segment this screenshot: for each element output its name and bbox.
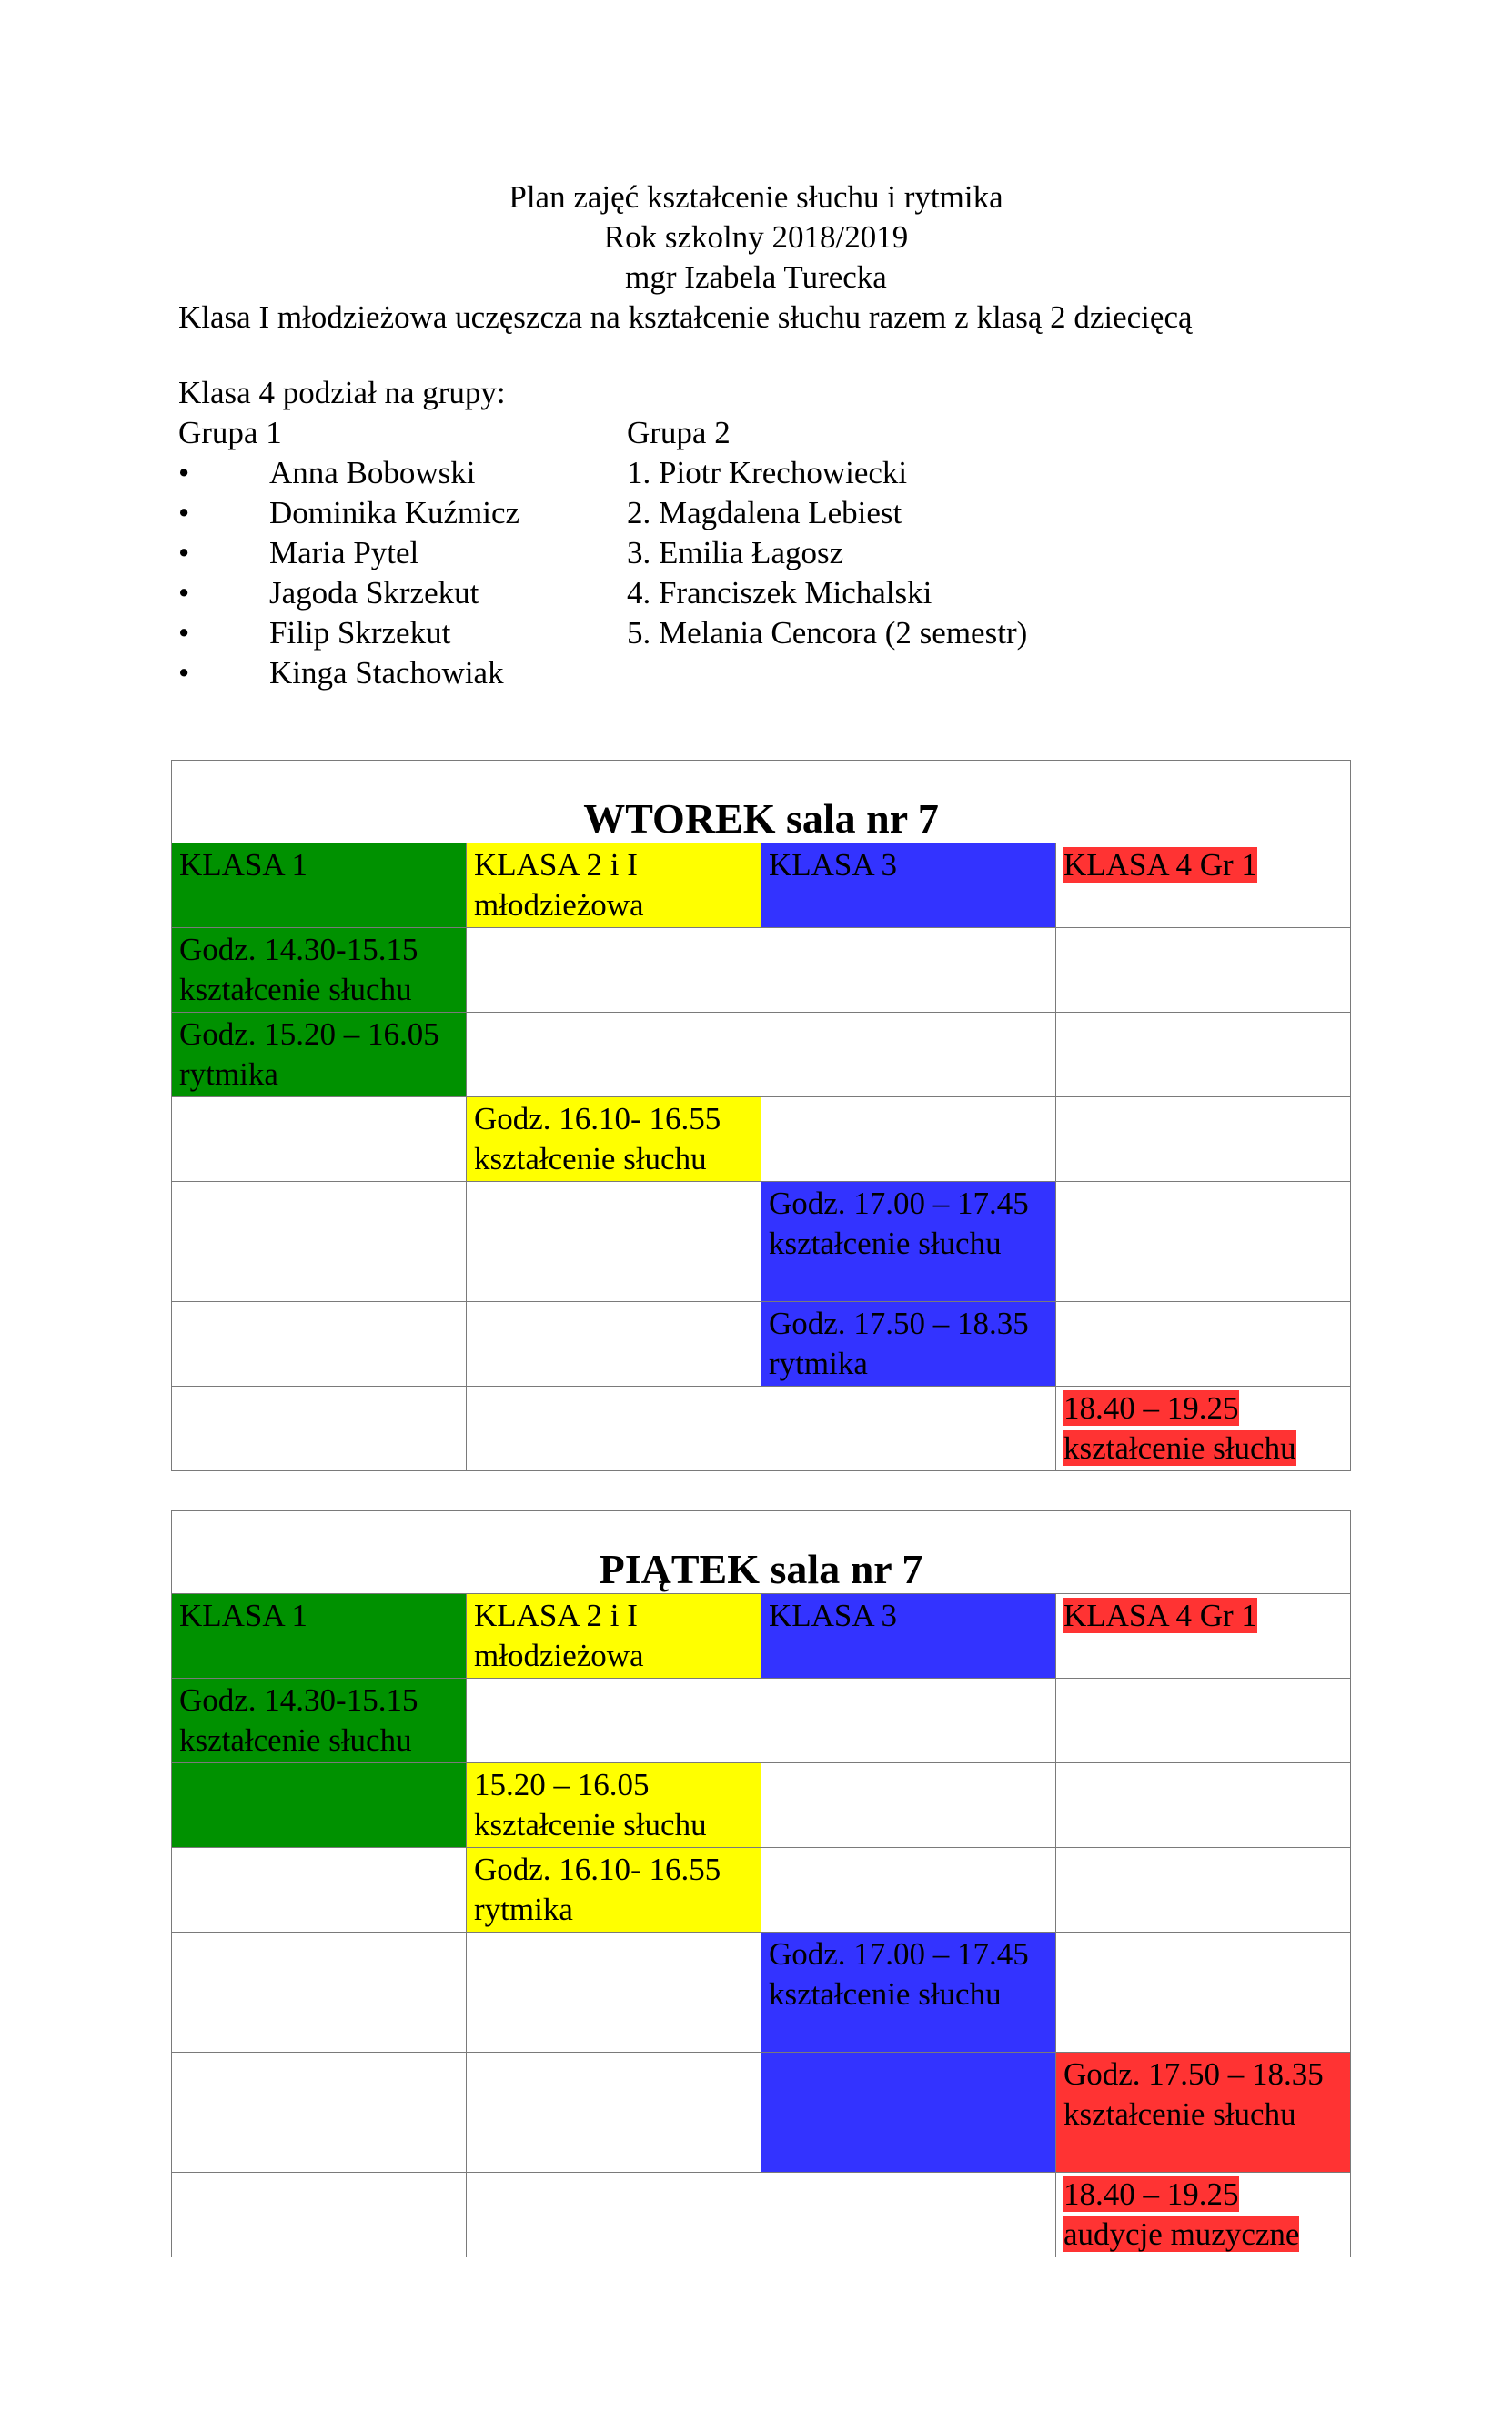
tuesday-title: WTOREK sala nr 7 [172,761,1351,843]
empty-cell [1056,1763,1351,1848]
tuesday-schedule-table [171,760,1351,1471]
empty-cell [761,928,1056,1013]
table-row [172,1679,1351,1763]
schedule-cell: Godz. 14.30-15.15 kształcenie słuchu [172,928,467,1013]
table-row [172,843,1351,928]
group-intro: Klasa 4 podział na grupy: [178,375,506,410]
list-item: • Jagoda Skrzekut [178,575,479,611]
header-klasa-4: KLASA 4 Gr 1 [1056,1594,1351,1679]
table-row [172,1848,1351,1933]
class-note: Klasa I młodzieżowa uczęszcza na kształcenie słuchu razem z klasą 2 dziecięcą [178,299,1193,335]
empty-cell [467,1679,761,1763]
empty-cell [172,1302,467,1387]
empty-cell [1056,1097,1351,1182]
list-item: 3. Emilia Łagosz [627,535,844,570]
list-item: 2. Magdalena Lebiest [627,495,902,530]
table-row [172,1594,1351,1679]
empty-cell [761,2173,1056,2257]
document-header [0,177,1512,338]
header-klasa-4: KLASA 4 Gr 1 [1056,843,1351,928]
empty-cell [467,1302,761,1387]
schedule-cell: Godz. 17.50 – 18.35 rytmika [761,1302,1056,1387]
list-item: 4. Franciszek Michalski [627,575,932,611]
empty-cell [761,1848,1056,1933]
empty-cell [172,1182,467,1302]
table-row [172,928,1351,1013]
empty-cell [172,1097,467,1182]
empty-cell [1056,1013,1351,1097]
header-klasa-1: KLASA 1 [172,843,467,928]
empty-cell [1056,1182,1351,1302]
header-klasa-2: KLASA 2 i I młodzieżowa [467,1594,761,1679]
empty-cell [761,1097,1056,1182]
header-klasa-3: KLASA 3 [761,843,1056,928]
group-2-title: Grupa 2 [627,415,731,450]
empty-cell [1056,928,1351,1013]
friday-schedule-table [171,1510,1351,2257]
group-1-title: Grupa 1 [178,415,282,450]
table-row [172,1387,1351,1471]
empty-cell [172,2173,467,2257]
schedule-cell: Godz. 15.20 – 16.05 rytmika [172,1013,467,1097]
schedule-cell: Godz. 16.10- 16.55 kształcenie słuchu [467,1097,761,1182]
empty-cell [172,1848,467,1933]
empty-cell [1056,1848,1351,1933]
table-row [172,1302,1351,1387]
empty-cell [467,1182,761,1302]
table-row [172,2053,1351,2173]
empty-cell [172,1933,467,2053]
doc-title: Plan zajęć kształcenie słuchu i rytmika [509,179,1003,215]
school-year: Rok szkolny 2018/2019 [603,219,909,255]
teacher-name: mgr Izabela Turecka [625,259,887,295]
empty-cell [467,1013,761,1097]
list-item: 1. Piotr Krechowiecki [627,455,908,490]
schedule-cell: Godz. 16.10- 16.55 rytmika [467,1848,761,1933]
list-item: 5. Melania Cencora (2 semestr) [627,615,1028,651]
schedule-cell: 15.20 – 16.05 kształcenie słuchu [467,1763,761,1848]
list-item: • Kinga Stachowiak [178,655,504,691]
empty-green-cell [172,1763,467,1848]
header-klasa-1: KLASA 1 [172,1594,467,1679]
friday-title: PIĄTEK sala nr 7 [172,1511,1351,1594]
list-item: • Maria Pytel [178,535,419,570]
empty-cell [467,2053,761,2173]
schedule-cell: Godz. 14.30-15.15 kształcenie słuchu [172,1679,467,1763]
table-row [172,1097,1351,1182]
table-row [172,1182,1351,1302]
schedule-cell: 18.40 – 19.25 audycje muzyczne [1056,2173,1351,2257]
empty-cell [1056,1302,1351,1387]
group-division [178,373,1361,693]
table-row [172,1763,1351,1848]
list-item: • Dominika Kuźmicz [178,495,520,530]
empty-cell [761,1387,1056,1471]
header-klasa-2: KLASA 2 i I młodzieżowa [467,843,761,928]
empty-cell [1056,1933,1351,2053]
empty-blue-cell [761,2053,1056,2173]
empty-cell [761,1763,1056,1848]
empty-cell [467,1387,761,1471]
table-row [172,1933,1351,2053]
empty-cell [467,928,761,1013]
empty-cell [172,1387,467,1471]
empty-cell [467,2173,761,2257]
schedule-cell: Godz. 17.00 – 17.45 kształcenie słuchu [761,1182,1056,1302]
table-row [172,1013,1351,1097]
empty-cell [761,1013,1056,1097]
list-item: • Filip Skrzekut [178,615,451,651]
empty-cell [761,1679,1056,1763]
empty-cell [172,2053,467,2173]
group-2-list [627,413,1264,693]
schedule-cell: Godz. 17.50 – 18.35 kształcenie słuchu [1056,2053,1351,2173]
table-row [172,2173,1351,2257]
group-1-list [178,413,627,693]
schedule-cell: Godz. 17.00 – 17.45 kształcenie słuchu [761,1933,1056,2053]
schedule-cell: 18.40 – 19.25 kształcenie słuchu [1056,1387,1351,1471]
header-klasa-3: KLASA 3 [761,1594,1056,1679]
empty-cell [467,1933,761,2053]
list-item: • Anna Bobowski [178,455,476,490]
empty-cell [1056,1679,1351,1763]
